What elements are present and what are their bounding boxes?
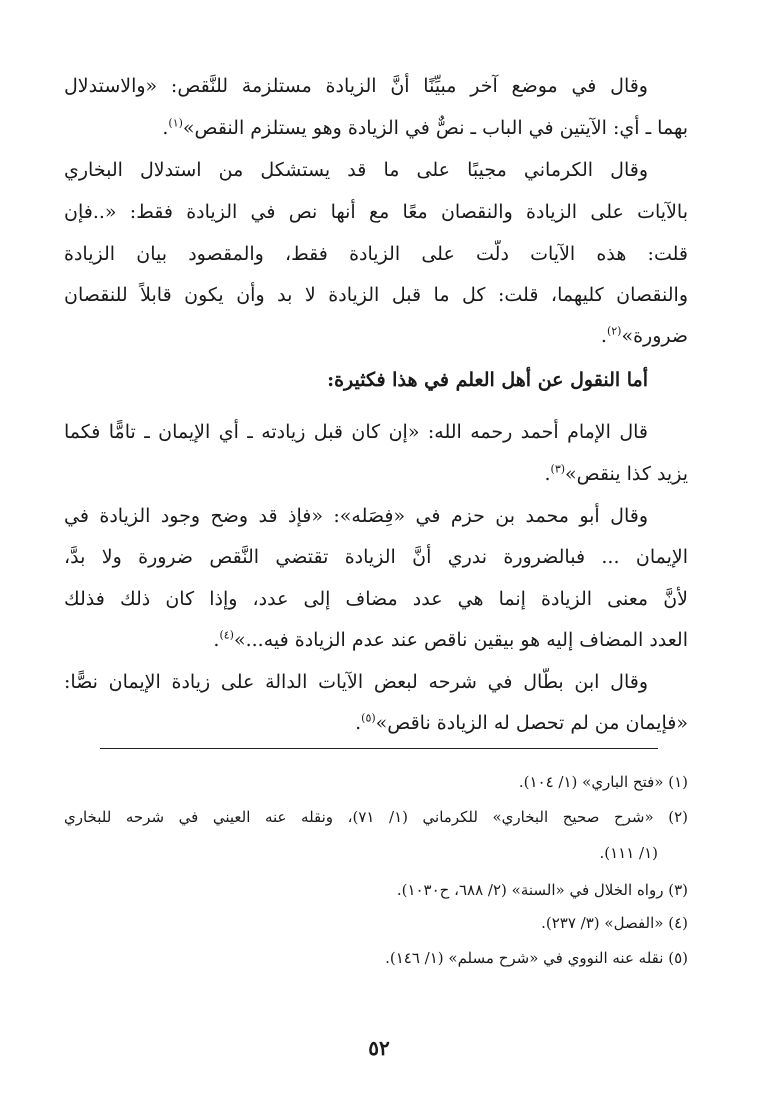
footnote: (١/ ١١١). bbox=[599, 844, 658, 862]
body-line-text: أما النقول عن أهل العلم في هذا فكثيرة: bbox=[327, 369, 648, 391]
footnote-marker: (٣) bbox=[550, 462, 566, 476]
body-line-text: وقال ابن بطّال في شرحه لبعض الآيات الدالة على زيادة الإيمان نصًّا: bbox=[64, 671, 648, 693]
body-line bbox=[64, 418, 688, 448]
body-line-text: «فإيمان من لم تحصل له الزيادة ناقص» bbox=[375, 712, 688, 734]
footnote-marker: (٥) bbox=[361, 711, 376, 725]
body-line-text: قلت: هذه الآيات دلّت على الزيادة فقط، والمقصود بيان الزيادة bbox=[64, 243, 688, 265]
body-line-text: بالآيات على الزيادة والنقصان معًا مع أنها نص في الزيادة فقط: «..فإن bbox=[64, 201, 688, 223]
sentence-end: . bbox=[600, 325, 607, 347]
body-line bbox=[64, 626, 688, 656]
body-line-text: يزيد كذا ينقص» bbox=[565, 463, 688, 485]
footnote-marker: (١) bbox=[168, 116, 183, 130]
body-line bbox=[64, 281, 688, 311]
body-line bbox=[64, 668, 688, 698]
body-line-text: بهما ـ أي: الآيتين في الباب ـ نصٌّ في الزيادة وهو يستلزم النقص» bbox=[182, 117, 688, 139]
footnote-marker: (٢) bbox=[606, 324, 622, 338]
body-line-text: العدد المضاف إليه هو بيقين ناقص عند عدم الزيادة فيه...» bbox=[233, 629, 688, 651]
footnote-separator bbox=[100, 748, 658, 749]
sentence-end: . bbox=[355, 712, 362, 734]
section-heading bbox=[64, 366, 688, 396]
body-line bbox=[64, 156, 688, 186]
body-line bbox=[64, 502, 688, 532]
sentence-end: . bbox=[213, 629, 220, 651]
body-line-text: قال الإمام أحمد رحمه الله: «إن كان قبل زيادته ـ أي الإيمان ـ تامًّا فكما bbox=[64, 421, 648, 443]
body-line bbox=[64, 543, 688, 573]
body-line bbox=[64, 460, 688, 490]
body-line-text: الإيمان ... فبالضرورة ندري أنَّ الزيادة تقتضي النَّقص ضرورة ولا بدَّ، bbox=[64, 546, 688, 568]
footnote: (٤) «الفصل» (٣/ ٢٣٧). bbox=[541, 914, 688, 932]
page-number: ٥٢ bbox=[368, 1036, 390, 1060]
body-line bbox=[64, 72, 688, 102]
footnote-marker: (٤) bbox=[219, 628, 234, 642]
body-line-text: وقال في موضع آخر مبيِّنًا أنَّ الزيادة مستلزمة للنَّقص: «والاستدلال bbox=[64, 75, 648, 97]
body-line-text: والنقصان كليهما، قلت: كل ما قبل الزيادة لا بد وأن يكون قابلاً للنقصان bbox=[64, 284, 688, 306]
footnote: (١) «فتح الباري» (١/ ١٠٤). bbox=[518, 773, 688, 791]
body-line-text: ضرورة» bbox=[621, 325, 688, 347]
body-line bbox=[64, 585, 688, 615]
body-line bbox=[64, 114, 688, 144]
body-line bbox=[64, 240, 688, 270]
body-line bbox=[64, 709, 688, 739]
footnote: (٥) نقله عنه النووي في «شرح مسلم» (١/ ١٤٦). bbox=[385, 949, 688, 967]
sentence-end: . bbox=[544, 463, 551, 485]
body-line-text: وقال الكرماني مجيبًا على ما قد يستشكل من استدلال البخاري bbox=[64, 159, 648, 181]
body-line bbox=[64, 322, 688, 352]
sentence-end: . bbox=[162, 117, 169, 139]
footnote: (٢) «شرح صحيح البخاري» للكرماني (١/ ٧١)، ونقله عنه العيني في شرحه للبخاري bbox=[64, 808, 688, 826]
body-line-text: لأنَّ معنى الزيادة إنما هي عدد مضاف إلى عدد، وإذا كان ذلك فذلك bbox=[64, 588, 688, 610]
body-line bbox=[64, 198, 688, 228]
footnote: (٣) رواه الخلال في «السنة» (٢/ ٦٨٨، ح١٠٣٠). bbox=[396, 881, 688, 899]
body-line-text: وقال أبو محمد بن حزم في «فِصَله»: «فإذ قد وضح وجود الزيادة في bbox=[64, 505, 648, 527]
